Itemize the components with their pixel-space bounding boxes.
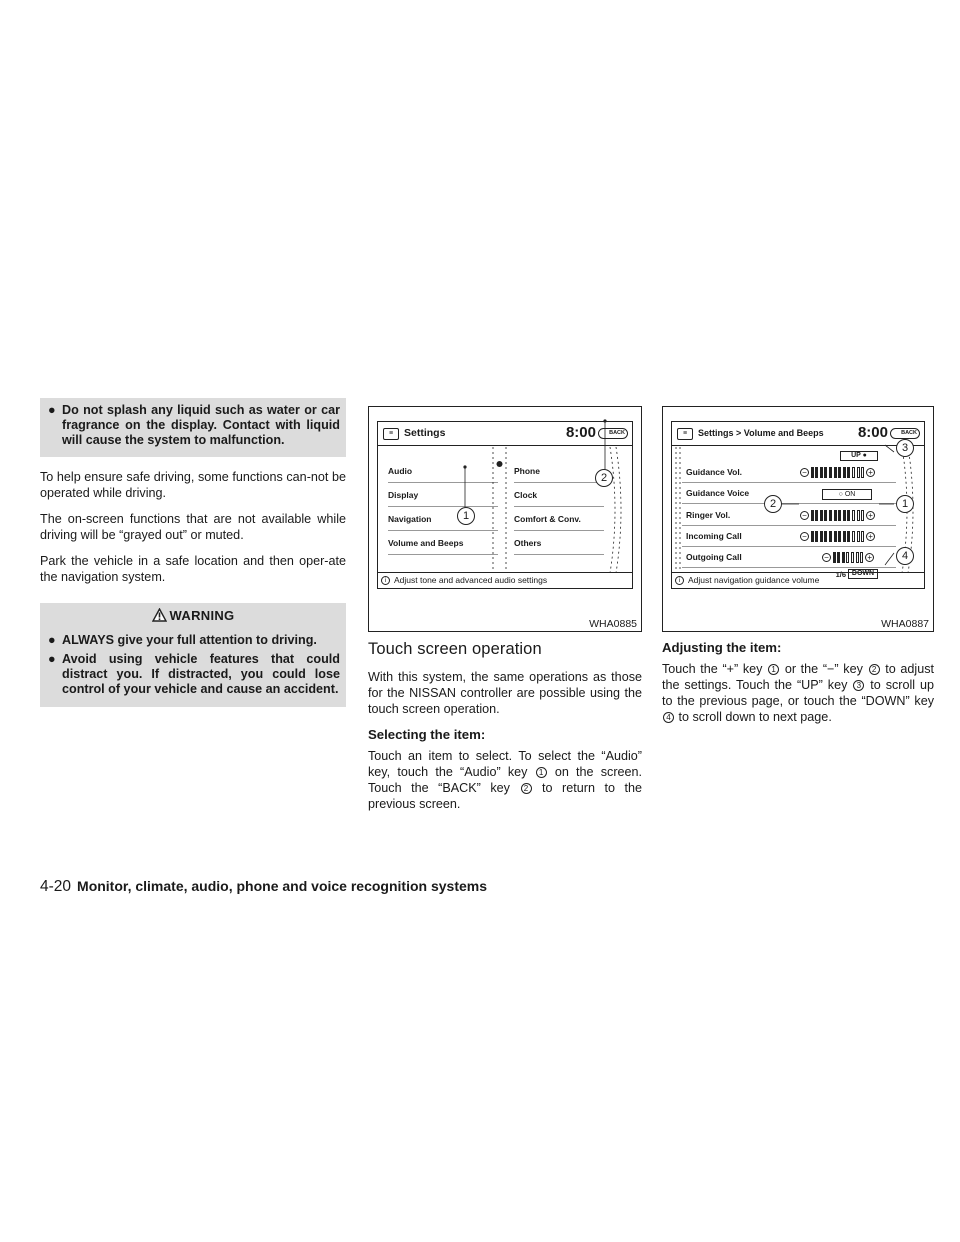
clock-time: 8:00 <box>857 424 888 441</box>
row-guidance-vol: Guidance Vol. <box>686 467 743 477</box>
callout-ref-3: 3 <box>853 680 864 691</box>
chapter-title: Monitor, climate, audio, phone and voice recognition systems <box>77 878 487 894</box>
up-button: UP ● <box>840 451 878 461</box>
down-button: DOWN <box>848 569 878 579</box>
settings-screen-figure <box>368 406 642 632</box>
warning-bullet: ● ALWAYS give your full attention to driving. <box>48 633 317 647</box>
menu-icon: ≡ <box>677 428 693 440</box>
minus-key: − <box>822 553 831 562</box>
menu-item-volume-and-beeps: Volume and Beeps <box>388 531 498 555</box>
bullet-marker: ● <box>48 403 56 417</box>
clock-time: 8:00 <box>565 424 596 441</box>
menu-item-navigation: Navigation <box>388 507 498 531</box>
paragraph: Touch the “+” key 1 or the “−” key 2 to adjust the settings. Touch the “UP” key 3 to scroll up to the previous page, or touch the “DOWN” key 4 to scroll down to next page. <box>662 662 935 724</box>
volume-screen-figure <box>662 406 934 632</box>
menu-item-others: Others <box>514 531 604 555</box>
callout-ref-2: 2 <box>521 783 532 794</box>
row-ringer-vol: Ringer Vol. <box>686 510 731 520</box>
plus-key: + <box>866 511 875 520</box>
callout-ref-2: 2 <box>869 664 880 675</box>
callout-ref-1: 1 <box>536 767 547 778</box>
subheading: Adjusting the item: <box>662 640 782 655</box>
bullet-marker: ● <box>48 652 56 666</box>
menu-item-comfort: Comfort & Conv. <box>514 507 604 531</box>
menu-icon: ≡ <box>383 428 399 440</box>
minus-key: − <box>800 511 809 520</box>
minus-key: − <box>800 468 809 477</box>
screen-title: Settings > Volume and Beeps <box>698 428 824 438</box>
callout-1: 1 <box>457 507 475 525</box>
callout-4: 4 <box>896 547 914 565</box>
warning-bullet: ● Avoid using vehicle features that could distract you. If distracted, you could lose control of your vehicle and cause an accident. <box>48 652 340 696</box>
row-incoming-call: Incoming Call <box>686 531 742 541</box>
left-column <box>40 398 346 707</box>
paragraph: With this system, the same operations as those for the NISSAN controller are possible using the touch screen operation. <box>368 670 642 716</box>
page-number: 4-20 <box>40 878 72 895</box>
callout-ref-1: 1 <box>768 664 779 675</box>
menu-item-clock: Clock <box>514 483 604 507</box>
row-guidance-voice: Guidance Voice <box>686 488 750 498</box>
warning-title: WARNING <box>40 603 346 627</box>
section-heading: Touch screen operation <box>368 640 542 658</box>
plus-key: + <box>866 532 875 541</box>
info-icon: i <box>675 576 684 585</box>
row-outgoing-call: Outgoing Call <box>686 552 742 562</box>
info-icon: i <box>381 576 390 585</box>
callout-2: 2 <box>764 495 782 513</box>
page-indicator: 1/6 <box>835 570 846 579</box>
callout-leaders <box>369 407 643 633</box>
screen-hint: i Adjust tone and advanced audio settings <box>378 572 632 588</box>
subheading: Selecting the item: <box>368 727 486 742</box>
paragraph: The on-screen functions that are not available while driving will be “grayed out” or muted. <box>40 512 346 542</box>
plus-key: + <box>866 468 875 477</box>
bullet-marker: ● <box>48 633 56 647</box>
caution-bullet: ● Do not splash any liquid such as water or car fragrance on the display. Contact with liquid will cause the system to malfunction. <box>48 403 340 447</box>
callout-leaders <box>663 407 935 633</box>
plus-key: + <box>865 553 874 562</box>
minus-key: − <box>800 532 809 541</box>
right-column <box>662 406 934 725</box>
caution-box <box>40 398 346 457</box>
figure-id: WHA0885 <box>589 618 637 630</box>
back-button: BACK <box>598 428 628 439</box>
guidance-voice-toggle: ○ ON <box>822 489 872 500</box>
callout-3: 3 <box>896 439 914 457</box>
screen-title: Settings <box>404 427 446 439</box>
page-footer <box>40 878 487 896</box>
paragraph: To help ensure safe driving, some functions can-not be operated while driving. <box>40 470 346 500</box>
warning-icon <box>152 608 167 622</box>
screen-hint: i Adjust navigation guidance volume <box>672 572 924 588</box>
callout-1: 1 <box>896 495 914 513</box>
paragraph: Touch an item to select. To select the “Audio” key, touch the “Audio” key 1 on the screen. Touch the “BACK” key 2 to return to the previous screen. <box>368 749 643 811</box>
menu-item-display: Display <box>388 483 498 507</box>
paragraph: Park the vehicle in a safe location and then oper-ate the navigation system. <box>40 554 346 584</box>
callout-2: 2 <box>595 469 613 487</box>
menu-item-audio: Audio <box>388 459 498 483</box>
menu-item-phone: Phone <box>514 459 604 483</box>
callout-ref-4: 4 <box>663 712 674 723</box>
figure-id: WHA0887 <box>881 618 929 630</box>
middle-column <box>368 406 642 812</box>
back-button: BACK <box>890 428 920 439</box>
warning-box <box>40 627 346 707</box>
